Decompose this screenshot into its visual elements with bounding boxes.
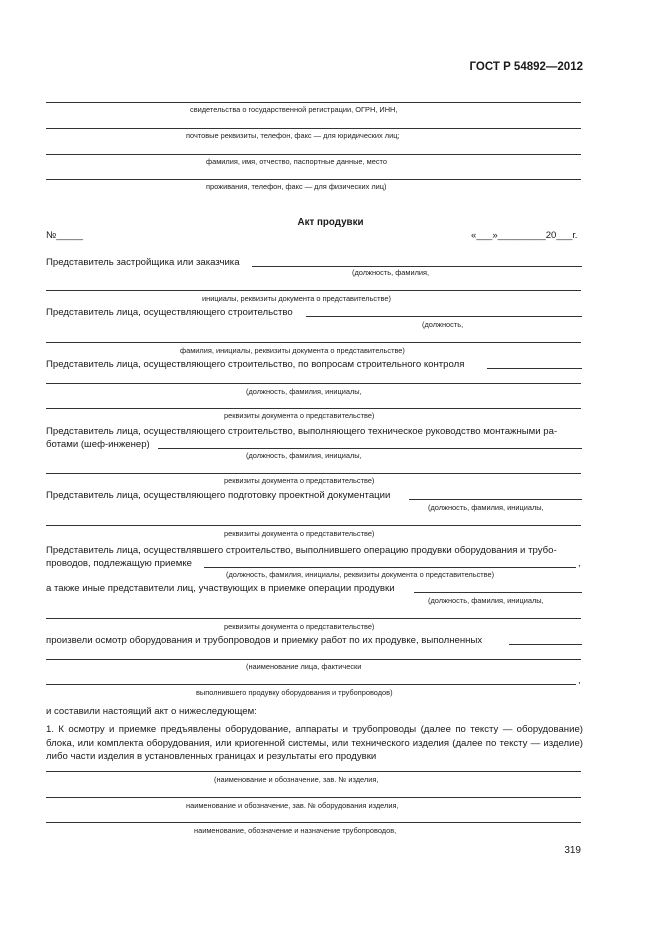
rep-developer-label: Представитель застройщика или заказчика (46, 257, 240, 268)
fill-line[interactable] (46, 102, 581, 103)
rep-operator-label-2: проводов, подлежащую приемке (46, 558, 192, 569)
rep-supervisor-label-2: ботами (шеф-инженер) (46, 439, 150, 450)
standard-header: ГОСТ Р 54892—2012 (469, 61, 583, 73)
field-caption: свидетельства о государственной регистрации, ОГРН, ИНН, (190, 105, 398, 114)
fill-line[interactable] (46, 179, 581, 180)
comma: , (578, 558, 581, 569)
fill-line[interactable] (46, 383, 581, 384)
field-caption: (наименование лица, фактически (246, 662, 362, 671)
rep-builder-label: Представитель лица, осуществляющего строительство (46, 307, 293, 318)
fill-line[interactable] (46, 822, 581, 823)
field-caption: наименование и обозначение, зав. № оборудования изделия, (186, 801, 399, 810)
field-caption: (наименование и обозначение, зав. № изделия, (214, 775, 379, 784)
fill-line[interactable] (204, 567, 576, 568)
field-caption: выполнившего продувку оборудования и трубопроводов) (196, 688, 393, 697)
fill-line[interactable] (46, 408, 581, 409)
field-caption: (должность, (422, 320, 464, 329)
act-title: Акт продувки (297, 217, 364, 228)
rep-others-label: а также иные представители лиц, участвующих в приемке операции продувки (46, 583, 395, 594)
act-date[interactable]: «___»_________20___г. (471, 230, 578, 241)
fill-line[interactable] (46, 771, 581, 772)
fill-line[interactable] (414, 592, 582, 593)
field-caption: инициалы, реквизиты документа о представительстве) (202, 294, 391, 303)
field-caption: фамилия, инициалы, реквизиты документа о представительстве) (180, 346, 405, 355)
inspection-text: произвели осмотр оборудования и трубопроводов и приемку работ по их продувке, выполненных (46, 635, 483, 646)
page-number: 319 (564, 845, 581, 856)
field-caption: реквизиты документа о представительстве) (224, 411, 375, 420)
comma: , (578, 675, 581, 686)
field-caption: (должность, фамилия, инициалы, (428, 596, 544, 605)
rep-supervisor-label-1: Представитель лица, осуществляющего строительство, выполняющего техническое руководство монтажными ра- (46, 426, 558, 437)
field-caption: наименование, обозначение и назначение трубопроводов, (194, 826, 397, 835)
fill-line[interactable] (46, 342, 581, 343)
item-1-paragraph: 1. К осмотру и приемке предъявлены оборудование, аппараты и трубопроводы (далее по тексту — оборудование) блока, или комплекта оборудования, или криогенной системы, или технического изделия (далее по тексту — изделие) либо части изделия в установленных границах и результаты его продувки (46, 724, 583, 762)
rep-operator-label-1: Представитель лица, осуществлявшего строительство, выполнившего операцию продувки оборудования и трубо- (46, 545, 557, 556)
fill-line[interactable] (252, 266, 582, 267)
field-caption: (должность, фамилия, (352, 268, 430, 277)
fill-line[interactable] (409, 499, 582, 500)
field-caption: реквизиты документа о представительстве) (224, 476, 375, 485)
compiled-text: и составили настоящий акт о нижеследующем: (46, 706, 257, 717)
fill-line[interactable] (46, 128, 581, 129)
fill-line[interactable] (487, 368, 582, 369)
field-caption: проживания, телефон, факс — для физических лиц) (206, 182, 387, 191)
field-caption: (должность, фамилия, инициалы, (428, 503, 544, 512)
fill-line[interactable] (46, 473, 581, 474)
field-caption: (должность, фамилия, инициалы, реквизиты документа о представительстве) (226, 570, 495, 579)
rep-control-label: Представитель лица, осуществляющего строительство, по вопросам строительного контроля (46, 359, 465, 370)
field-caption: реквизиты документа о представительстве) (224, 622, 375, 631)
act-number[interactable]: №_____ (46, 230, 83, 241)
fill-line[interactable] (158, 448, 582, 449)
fill-line[interactable] (46, 154, 581, 155)
field-caption: (должность, фамилия, инициалы, (246, 451, 362, 460)
fill-line[interactable] (46, 659, 581, 660)
fill-line[interactable] (509, 644, 582, 645)
rep-design-label: Представитель лица, осуществляющего подготовку проектной документации (46, 490, 391, 501)
fill-line[interactable] (46, 684, 576, 685)
fill-line[interactable] (46, 618, 581, 619)
fill-line[interactable] (306, 316, 582, 317)
fill-line[interactable] (46, 797, 581, 798)
field-caption: реквизиты документа о представительстве) (224, 529, 375, 538)
fill-line[interactable] (46, 290, 581, 291)
fill-line[interactable] (46, 525, 581, 526)
field-caption: фамилия, имя, отчество, паспортные данные, место (206, 157, 387, 166)
field-caption: почтовые реквизиты, телефон, факс — для юридических лиц; (186, 131, 400, 140)
field-caption: (должность, фамилия, инициалы, (246, 387, 362, 396)
